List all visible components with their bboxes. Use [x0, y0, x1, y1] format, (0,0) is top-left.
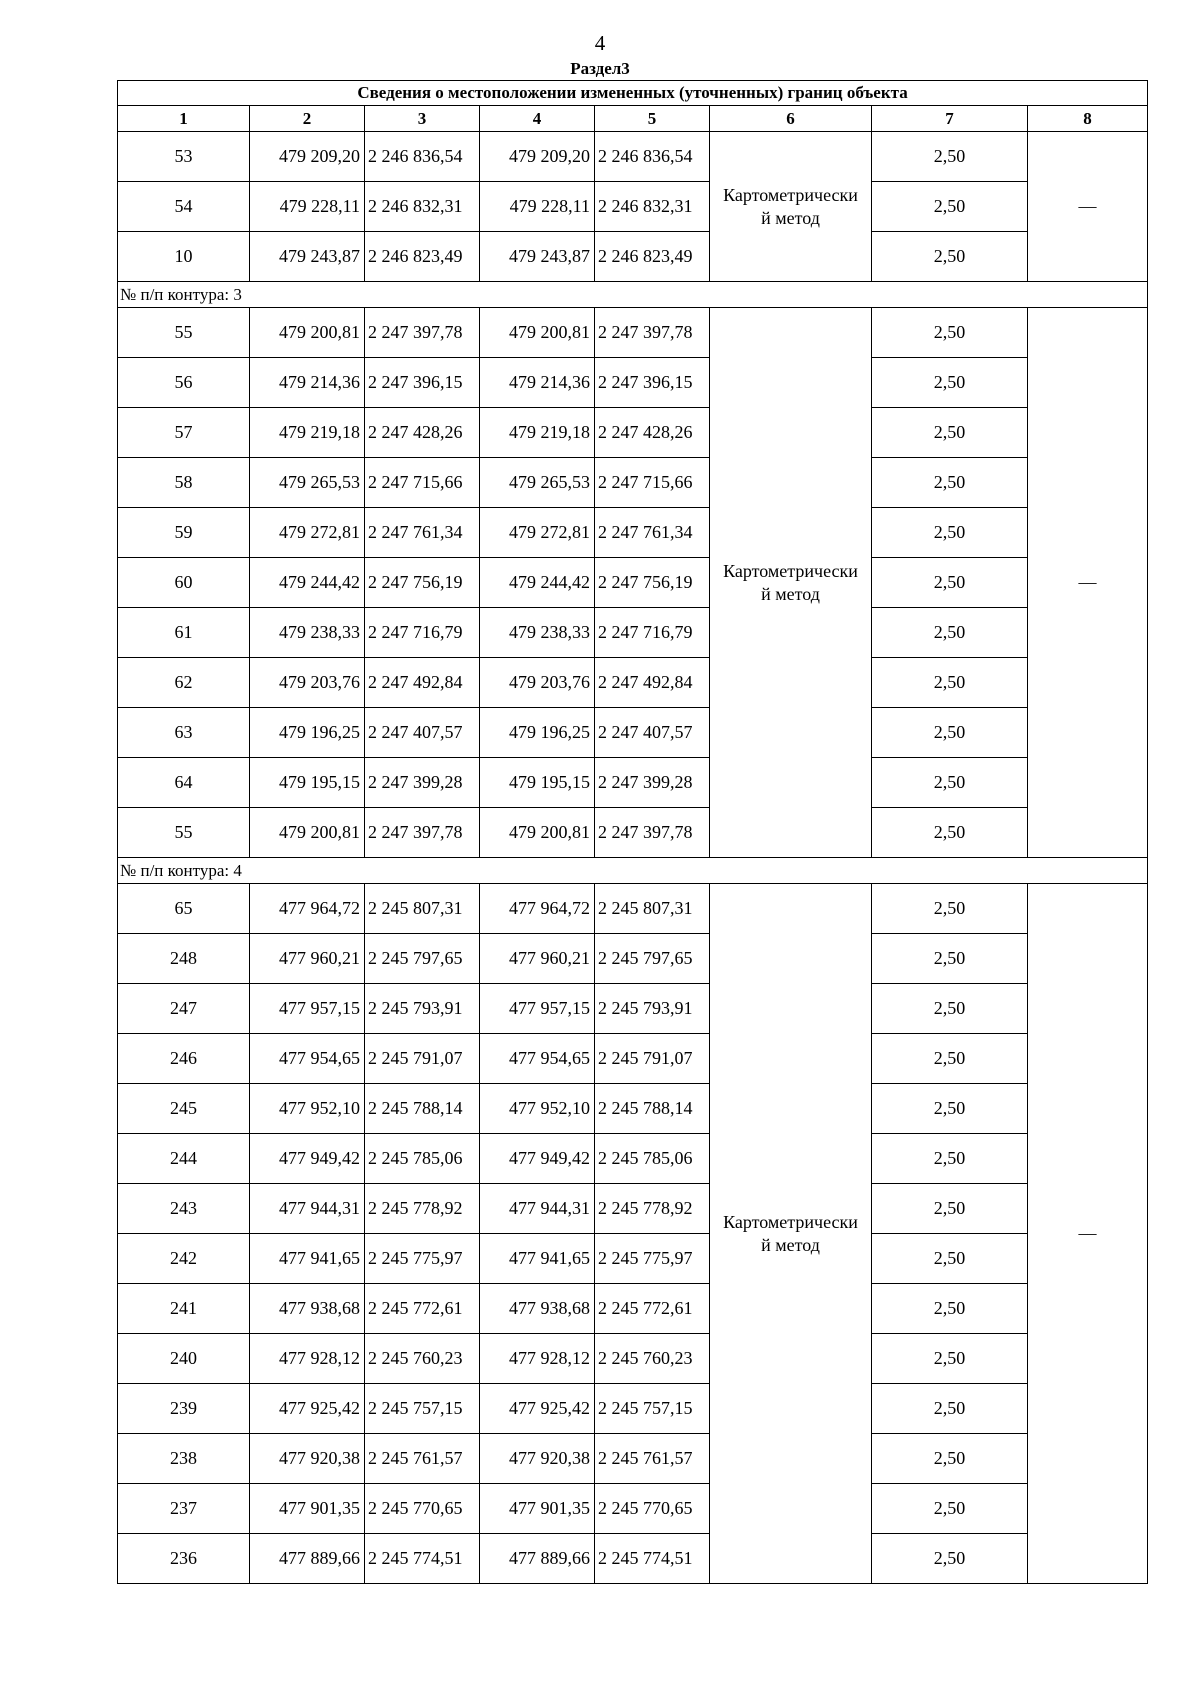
- point-number: 248: [118, 934, 250, 984]
- x-new: 477 952,10: [480, 1084, 595, 1134]
- y-existing: 2 245 793,91: [365, 984, 480, 1034]
- table-row: [118, 1534, 1148, 1584]
- x-existing: 479 238,33: [250, 608, 365, 658]
- method-line: й метод: [761, 207, 820, 228]
- accuracy: 2,50: [872, 934, 1028, 984]
- accuracy: 2,50: [872, 884, 1028, 934]
- accuracy: 2,50: [872, 182, 1028, 232]
- y-existing: 2 245 774,51: [365, 1534, 480, 1584]
- table-row: [118, 1334, 1148, 1384]
- x-new: 477 938,68: [480, 1284, 595, 1334]
- contour-label-row: [118, 858, 1148, 884]
- point-number: 55: [118, 808, 250, 858]
- column-number: 3: [365, 106, 480, 132]
- x-new: 477 928,12: [480, 1334, 595, 1384]
- x-new: 479 228,11: [480, 182, 595, 232]
- x-existing: 477 925,42: [250, 1384, 365, 1434]
- y-new: 2 245 797,65: [595, 934, 710, 984]
- y-new: 2 245 793,91: [595, 984, 710, 1034]
- x-new: 479 200,81: [480, 308, 595, 358]
- y-new: 2 245 757,15: [595, 1384, 710, 1434]
- x-new: 479 200,81: [480, 808, 595, 858]
- table-row: [118, 1234, 1148, 1284]
- point-number: 243: [118, 1184, 250, 1234]
- accuracy: 2,50: [872, 608, 1028, 658]
- y-existing: 2 245 760,23: [365, 1334, 480, 1384]
- accuracy: 2,50: [872, 132, 1028, 182]
- y-existing: 2 247 756,19: [365, 558, 480, 608]
- x-existing: 477 928,12: [250, 1334, 365, 1384]
- x-existing: 477 944,31: [250, 1184, 365, 1234]
- table-row: [118, 132, 1148, 182]
- boundary-coordinates-table: [117, 80, 1148, 1584]
- y-new: 2 246 823,49: [595, 232, 710, 282]
- contour-label-row: [118, 282, 1148, 308]
- x-existing: 479 272,81: [250, 508, 365, 558]
- column-8-value: —: [1028, 884, 1148, 1584]
- x-new: 477 954,65: [480, 1034, 595, 1084]
- x-existing: 477 901,35: [250, 1484, 365, 1534]
- accuracy: 2,50: [872, 1534, 1028, 1584]
- table-row: [118, 708, 1148, 758]
- y-existing: 2 247 715,66: [365, 458, 480, 508]
- point-number: 245: [118, 1084, 250, 1134]
- point-number: 60: [118, 558, 250, 608]
- x-existing: 479 265,53: [250, 458, 365, 508]
- table-row: [118, 934, 1148, 984]
- table-row: [118, 1384, 1148, 1434]
- accuracy: 2,50: [872, 1134, 1028, 1184]
- y-existing: 2 246 836,54: [365, 132, 480, 182]
- determination-method: [710, 132, 872, 282]
- y-new: 2 247 715,66: [595, 458, 710, 508]
- y-new: 2 245 760,23: [595, 1334, 710, 1384]
- y-new: 2 245 807,31: [595, 884, 710, 934]
- x-new: 477 944,31: [480, 1184, 595, 1234]
- y-existing: 2 245 807,31: [365, 884, 480, 934]
- table-row: [118, 308, 1148, 358]
- point-number: 236: [118, 1534, 250, 1584]
- column-number: 1: [118, 106, 250, 132]
- accuracy: 2,50: [872, 1484, 1028, 1534]
- y-new: 2 245 775,97: [595, 1234, 710, 1284]
- accuracy: 2,50: [872, 232, 1028, 282]
- accuracy: 2,50: [872, 1184, 1028, 1234]
- y-new: 2 247 399,28: [595, 758, 710, 808]
- x-new: 479 196,25: [480, 708, 595, 758]
- point-number: 59: [118, 508, 250, 558]
- accuracy: 2,50: [872, 1434, 1028, 1484]
- x-new: 479 243,87: [480, 232, 595, 282]
- table-row: [118, 758, 1148, 808]
- table-row: [118, 1034, 1148, 1084]
- accuracy: 2,50: [872, 1334, 1028, 1384]
- y-existing: 2 245 770,65: [365, 1484, 480, 1534]
- y-existing: 2 245 761,57: [365, 1434, 480, 1484]
- page-number: 4: [594, 31, 606, 55]
- accuracy: 2,50: [872, 408, 1028, 458]
- x-new: 477 941,65: [480, 1234, 595, 1284]
- column-number-row: [118, 106, 1148, 132]
- point-number: 237: [118, 1484, 250, 1534]
- point-number: 57: [118, 408, 250, 458]
- x-new: 477 957,15: [480, 984, 595, 1034]
- point-number: 10: [118, 232, 250, 282]
- table-title-row: [118, 81, 1148, 106]
- table-row: [118, 808, 1148, 858]
- table-row: [118, 558, 1148, 608]
- y-new: 2 245 772,61: [595, 1284, 710, 1334]
- point-number: 62: [118, 658, 250, 708]
- method-line: й метод: [761, 583, 820, 604]
- method-line: Картометрически: [723, 1211, 858, 1232]
- accuracy: 2,50: [872, 658, 1028, 708]
- x-existing: 477 889,66: [250, 1534, 365, 1584]
- contour-label: № п/п контура: 4: [118, 858, 1148, 884]
- y-existing: 2 245 785,06: [365, 1134, 480, 1184]
- x-existing: 479 228,11: [250, 182, 365, 232]
- column-number: 6: [710, 106, 872, 132]
- point-number: 64: [118, 758, 250, 808]
- y-new: 2 247 716,79: [595, 608, 710, 658]
- y-existing: 2 247 396,15: [365, 358, 480, 408]
- point-number: 238: [118, 1434, 250, 1484]
- y-new: 2 247 761,34: [595, 508, 710, 558]
- x-new: 477 925,42: [480, 1384, 595, 1434]
- point-number: 65: [118, 884, 250, 934]
- y-existing: 2 247 407,57: [365, 708, 480, 758]
- x-new: 477 960,21: [480, 934, 595, 984]
- accuracy: 2,50: [872, 1034, 1028, 1084]
- table-title: Сведения о местоположении измененных (уточненных) границ объекта: [118, 81, 1148, 106]
- y-new: 2 245 778,92: [595, 1184, 710, 1234]
- x-new: 479 244,42: [480, 558, 595, 608]
- point-number: 55: [118, 308, 250, 358]
- x-existing: 479 214,36: [250, 358, 365, 408]
- y-new: 2 245 785,06: [595, 1134, 710, 1184]
- x-existing: 479 209,20: [250, 132, 365, 182]
- y-new: 2 245 770,65: [595, 1484, 710, 1534]
- y-new: 2 245 774,51: [595, 1534, 710, 1584]
- y-new: 2 247 428,26: [595, 408, 710, 458]
- x-existing: 477 964,72: [250, 884, 365, 934]
- point-number: 63: [118, 708, 250, 758]
- x-existing: 477 960,21: [250, 934, 365, 984]
- table-row: [118, 232, 1148, 282]
- y-existing: 2 247 761,34: [365, 508, 480, 558]
- column-8-value: —: [1028, 132, 1148, 282]
- x-new: 479 272,81: [480, 508, 595, 558]
- method-line: й метод: [761, 1234, 820, 1255]
- x-new: 477 889,66: [480, 1534, 595, 1584]
- x-existing: 479 200,81: [250, 808, 365, 858]
- x-existing: 477 952,10: [250, 1084, 365, 1134]
- y-new: 2 247 407,57: [595, 708, 710, 758]
- x-existing: 477 920,38: [250, 1434, 365, 1484]
- contour-label: № п/п контура: 3: [118, 282, 1148, 308]
- x-existing: 477 957,15: [250, 984, 365, 1034]
- x-new: 479 219,18: [480, 408, 595, 458]
- table-row: [118, 608, 1148, 658]
- table-row: [118, 984, 1148, 1034]
- y-existing: 2 245 775,97: [365, 1234, 480, 1284]
- x-existing: 477 949,42: [250, 1134, 365, 1184]
- y-new: 2 247 396,15: [595, 358, 710, 408]
- y-existing: 2 247 492,84: [365, 658, 480, 708]
- point-number: 240: [118, 1334, 250, 1384]
- y-existing: 2 246 832,31: [365, 182, 480, 232]
- x-new: 479 195,15: [480, 758, 595, 808]
- accuracy: 2,50: [872, 1234, 1028, 1284]
- column-number: 7: [872, 106, 1028, 132]
- point-number: 241: [118, 1284, 250, 1334]
- x-existing: 479 243,87: [250, 232, 365, 282]
- x-new: 479 209,20: [480, 132, 595, 182]
- y-existing: 2 246 823,49: [365, 232, 480, 282]
- y-existing: 2 247 716,79: [365, 608, 480, 658]
- column-number: 8: [1028, 106, 1148, 132]
- method-line: Картометрически: [723, 184, 858, 205]
- accuracy: 2,50: [872, 758, 1028, 808]
- y-existing: 2 245 791,07: [365, 1034, 480, 1084]
- determination-method: [710, 884, 872, 1584]
- x-new: 479 214,36: [480, 358, 595, 408]
- point-number: 61: [118, 608, 250, 658]
- table-row: [118, 658, 1148, 708]
- x-new: 479 203,76: [480, 658, 595, 708]
- point-number: 54: [118, 182, 250, 232]
- x-new: 477 949,42: [480, 1134, 595, 1184]
- x-existing: 479 203,76: [250, 658, 365, 708]
- x-existing: 477 954,65: [250, 1034, 365, 1084]
- accuracy: 2,50: [872, 984, 1028, 1034]
- x-new: 479 265,53: [480, 458, 595, 508]
- table-row: [118, 1434, 1148, 1484]
- table-row: [118, 458, 1148, 508]
- x-new: 477 901,35: [480, 1484, 595, 1534]
- y-new: 2 245 791,07: [595, 1034, 710, 1084]
- x-existing: 479 219,18: [250, 408, 365, 458]
- table-row: [118, 508, 1148, 558]
- accuracy: 2,50: [872, 1084, 1028, 1134]
- x-existing: 479 195,15: [250, 758, 365, 808]
- y-new: 2 247 397,78: [595, 308, 710, 358]
- table-row: [118, 884, 1148, 934]
- x-existing: 479 196,25: [250, 708, 365, 758]
- table-row: [118, 182, 1148, 232]
- table-row: [118, 408, 1148, 458]
- accuracy: 2,50: [872, 1384, 1028, 1434]
- x-existing: 479 200,81: [250, 308, 365, 358]
- point-number: 53: [118, 132, 250, 182]
- column-number: 5: [595, 106, 710, 132]
- y-existing: 2 245 772,61: [365, 1284, 480, 1334]
- table-row: [118, 1134, 1148, 1184]
- y-existing: 2 247 397,78: [365, 808, 480, 858]
- point-number: 56: [118, 358, 250, 408]
- column-number: 2: [250, 106, 365, 132]
- y-existing: 2 245 757,15: [365, 1384, 480, 1434]
- x-existing: 477 941,65: [250, 1234, 365, 1284]
- y-new: 2 247 756,19: [595, 558, 710, 608]
- y-existing: 2 247 397,78: [365, 308, 480, 358]
- point-number: 58: [118, 458, 250, 508]
- accuracy: 2,50: [872, 308, 1028, 358]
- x-new: 479 238,33: [480, 608, 595, 658]
- accuracy: 2,50: [872, 508, 1028, 558]
- accuracy: 2,50: [872, 808, 1028, 858]
- method-line: Картометрически: [723, 560, 858, 581]
- table-row: [118, 358, 1148, 408]
- table-row: [118, 1284, 1148, 1334]
- y-existing: 2 247 428,26: [365, 408, 480, 458]
- column-8-value: —: [1028, 308, 1148, 858]
- x-existing: 477 938,68: [250, 1284, 365, 1334]
- point-number: 247: [118, 984, 250, 1034]
- y-existing: 2 247 399,28: [365, 758, 480, 808]
- y-new: 2 246 832,31: [595, 182, 710, 232]
- accuracy: 2,50: [872, 708, 1028, 758]
- y-new: 2 247 397,78: [595, 808, 710, 858]
- y-existing: 2 245 778,92: [365, 1184, 480, 1234]
- table-row: [118, 1184, 1148, 1234]
- y-existing: 2 245 788,14: [365, 1084, 480, 1134]
- accuracy: 2,50: [872, 358, 1028, 408]
- determination-method: [710, 308, 872, 858]
- y-new: 2 245 788,14: [595, 1084, 710, 1134]
- y-existing: 2 245 797,65: [365, 934, 480, 984]
- column-number: 4: [480, 106, 595, 132]
- y-new: 2 245 761,57: [595, 1434, 710, 1484]
- x-new: 477 964,72: [480, 884, 595, 934]
- x-new: 477 920,38: [480, 1434, 595, 1484]
- point-number: 239: [118, 1384, 250, 1434]
- accuracy: 2,50: [872, 1284, 1028, 1334]
- accuracy: 2,50: [872, 558, 1028, 608]
- table-row: [118, 1484, 1148, 1534]
- accuracy: 2,50: [872, 458, 1028, 508]
- point-number: 242: [118, 1234, 250, 1284]
- point-number: 246: [118, 1034, 250, 1084]
- y-new: 2 247 492,84: [595, 658, 710, 708]
- y-new: 2 246 836,54: [595, 132, 710, 182]
- x-existing: 479 244,42: [250, 558, 365, 608]
- point-number: 244: [118, 1134, 250, 1184]
- table-row: [118, 1084, 1148, 1134]
- section-title: Раздел3: [570, 59, 630, 78]
